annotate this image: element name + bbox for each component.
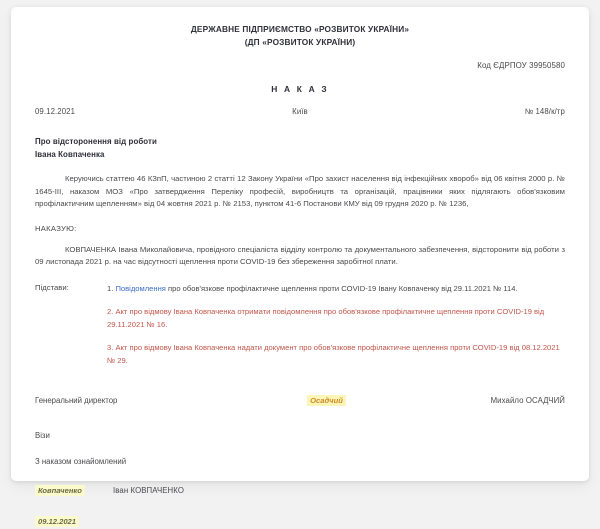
document-date: 09.12.2021 (35, 107, 76, 116)
signer-name: Михайло ОСАДЧИЙ (490, 396, 565, 405)
visa-label: Візи (35, 431, 50, 440)
signature-row (35, 396, 565, 405)
grounds-section (35, 283, 565, 367)
order-body-paragraph: КОВПАЧЕНКА Івана Миколайовича, провідного спеціаліста відділу контролю та документального забезпечення, відсторонити від роботи з 09 листопада 2021 р. на час відсутності щеплення проти COVID-19 без збереження заробітної плати. (35, 244, 565, 267)
order-keyword: НАКАЗУЮ: (35, 223, 77, 233)
signer-title: Генеральний директор (35, 396, 118, 405)
document-subject-line2: Івана Ковпаченка (35, 149, 105, 159)
grounds-item-3: 3. Акт про відмову Івана Ковпаченка надати документ про обов'язкове профілактичне щеплення проти COVID-19 від 08.12.2021 № 29. (107, 343, 560, 365)
visa-date (35, 511, 565, 529)
document-number: № 148/к/тр (524, 107, 565, 116)
grounds-item-2: 2. Акт про відмову Івана Ковпаченка отримати повідомлення про обов'язкове профілактичне щеплення проти COVID-19 від 29.11.2021 № 16. (107, 307, 545, 329)
document-subject-line1: Про відсторонення від роботи (35, 137, 157, 146)
visa-signature-row (35, 480, 565, 498)
organization-title (35, 23, 565, 48)
edrpou-code: Код ЄДРПОУ 39950580 (477, 61, 565, 70)
grounds-label: Підстави: (35, 282, 69, 292)
organization-title-line1: ДЕРЖАВНЕ ПІДПРИЄМСТВО «РОЗВИТОК УКРАЇНИ» (190, 24, 410, 34)
visa-acknowledgement-label: З наказом ознайомлений (35, 457, 127, 466)
document-meta-row (35, 107, 565, 116)
document-kind-heading: Н А К А З (271, 84, 329, 94)
visa-date-text: 09.12.2021 (35, 516, 79, 527)
grounds-item-1-text: про обов'язкове профілактичне щеплення проти COVID-19 Івану Ковпаченку від 29.11.2021 № 114. (165, 283, 518, 293)
document-city: Київ (292, 107, 308, 116)
organization-title-line2: (ДП «РОЗВИТОК УКРАЇНИ) (244, 36, 356, 47)
grounds-item-1 (107, 283, 565, 295)
document-subject (35, 136, 565, 161)
grounds-item-1-link[interactable]: Повідомлення (115, 283, 166, 293)
grounds-list (107, 283, 565, 367)
visa-signature-text: Ковпаченко (35, 485, 85, 496)
preamble-paragraph: Керуючись статтею 46 КЗпП, частиною 2 статті 12 Закону України «Про захист населення від інфекційних хвороб» від 06 квітня 2000 р. № 1645-III, наказом МОЗ «Про затвердження Переліку професій, виробництв та організацій, працівники яких підлягають обов'язковим профілактичним щепленням» від 04 жовтня 2021 р. № 2153, пунктом 41-6 Постанови КМУ від 09 грудня 2020 р. № 1236, (35, 174, 565, 209)
visa-handwritten-signature (35, 480, 113, 498)
signer-handwritten-signature (258, 396, 396, 405)
grounds-item-1-number: 1. (107, 283, 116, 293)
visa-signer-name: Іван КОВПАЧЕНКО (113, 486, 184, 495)
document-page (11, 7, 589, 526)
signer-signature-text: Осадчий (307, 395, 346, 406)
